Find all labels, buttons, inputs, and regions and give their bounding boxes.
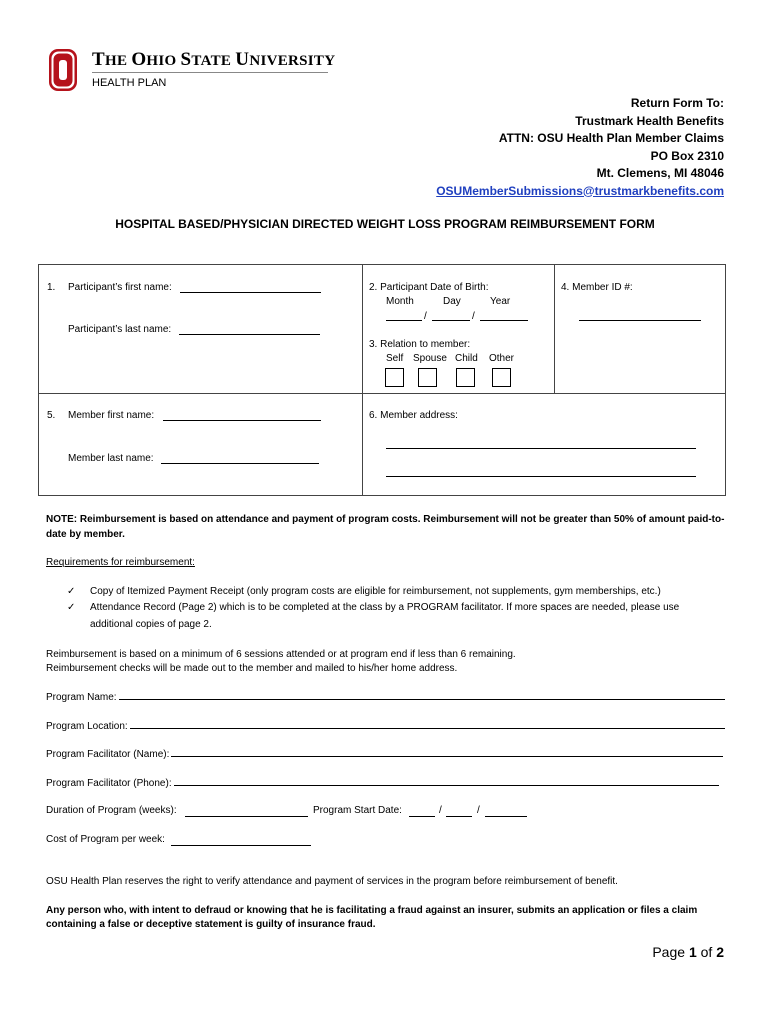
- participant-first-name-field[interactable]: [180, 283, 321, 293]
- check-icon: ✓: [67, 602, 76, 613]
- member-address-label: 6. Member address:: [369, 410, 458, 421]
- participant-info-box: 1. Participant’s first name: Participant’s last name: 2. Participant Date of Birth: Month Day Year / / 3. Relation to member: Self Spouse Child Other 4. Member ID #: 5. Member first name: Member last name: 6. Member address:: [38, 264, 726, 496]
- program-location-label: Program Location:: [46, 721, 128, 732]
- facilitator-phone-row: [46, 776, 719, 789]
- member-last-name-label: Member last name:: [68, 453, 154, 464]
- facilitator-name-label: Program Facilitator (Name):: [46, 749, 170, 760]
- return-line-1: Return Form To:: [630, 96, 724, 110]
- facilitator-name-field[interactable]: [171, 747, 723, 757]
- item-number-1: 1.: [47, 282, 56, 293]
- check-icon: ✓: [67, 586, 76, 597]
- page-number: Page 1 of 2: [652, 944, 724, 960]
- relation-child-label: Child: [455, 353, 478, 364]
- health-plan-label: HEALTH PLAN: [92, 77, 167, 89]
- relation-label: 3. Relation to member:: [369, 339, 471, 350]
- reimbursement-line-1: Reimbursement is based on a minimum of 6 sessions attended or at program end if less than 6 remaining.: [46, 649, 516, 660]
- return-line-3: ATTN: OSU Health Plan Member Claims: [498, 131, 724, 145]
- relation-self-checkbox[interactable]: [385, 368, 404, 387]
- dob-month-field[interactable]: [386, 311, 422, 321]
- dob-year-field[interactable]: [480, 311, 528, 321]
- member-address-line-2[interactable]: [386, 467, 696, 477]
- start-date-day-field[interactable]: [446, 807, 472, 817]
- cost-field[interactable]: [171, 836, 311, 846]
- dob-label: 2. Participant Date of Birth:: [369, 282, 489, 293]
- dob-year-label: Year: [490, 296, 511, 307]
- note-line-2: date by member.: [46, 529, 125, 540]
- start-date-label: Program Start Date:: [313, 805, 402, 816]
- return-line-5: Mt. Clemens, MI 48046: [596, 166, 724, 180]
- fraud-warning-line-1: Any person who, with intent to defraud or knowing that he is facilitating a fraud against an insurer, submits an application or files a claim: [46, 905, 698, 916]
- member-first-name-label: Member first name:: [68, 410, 155, 421]
- member-first-name-field[interactable]: [163, 411, 321, 421]
- participant-last-name-label: Participant’s last name:: [68, 324, 172, 335]
- program-name-label: Program Name:: [46, 692, 117, 703]
- requirement-1: Copy of Itemized Payment Receipt (only program costs are eligible for reimbursement, not supplements, gym memberships, etc.): [90, 586, 661, 597]
- note-line-1: NOTE: Reimbursement is based on attendance and payment of program costs. Reimbursement will not be greater than 50% of amount paid-to-: [46, 514, 725, 525]
- program-location-row: [46, 719, 725, 732]
- reimbursement-line-2: Reimbursement checks will be made out to the member and mailed to his/her home address.: [46, 663, 458, 674]
- facilitator-phone-label: Program Facilitator (Phone):: [46, 778, 172, 789]
- return-email-link[interactable]: OSUMemberSubmissions@trustmarkbenefits.com: [436, 183, 724, 198]
- start-date-year-field[interactable]: [485, 807, 527, 817]
- member-last-name-field[interactable]: [161, 454, 319, 464]
- return-line-2: Trustmark Health Benefits: [575, 113, 724, 128]
- relation-self-label: Self: [386, 353, 404, 364]
- relation-other-checkbox[interactable]: [492, 368, 511, 387]
- participant-last-name-field[interactable]: [179, 325, 320, 335]
- return-address: [436, 95, 724, 200]
- duration-label: Duration of Program (weeks):: [46, 805, 177, 816]
- relation-other-label: Other: [489, 353, 515, 364]
- program-name-row: [46, 690, 725, 703]
- requirements-heading: Requirements for reimbursement:: [46, 557, 195, 568]
- osu-block-o-logo: [48, 48, 78, 92]
- program-location-field[interactable]: [130, 719, 725, 729]
- return-line-4: PO Box 2310: [650, 148, 724, 163]
- start-date-month-field[interactable]: [409, 807, 435, 817]
- program-name-field[interactable]: [119, 690, 725, 700]
- facilitator-name-row: [46, 747, 723, 760]
- fraud-warning-line-2: containing a false or deceptive statement is guilty of insurance fraud.: [46, 919, 376, 930]
- relation-child-checkbox[interactable]: [456, 368, 475, 387]
- logo-divider: [92, 72, 328, 73]
- verify-statement: OSU Health Plan reserves the right to verify attendance and payment of services in the program before reimbursement of benefit.: [46, 876, 618, 887]
- relation-spouse-label: Spouse: [413, 353, 447, 364]
- member-address-line-1[interactable]: [386, 439, 696, 449]
- facilitator-phone-field[interactable]: [174, 776, 719, 786]
- requirement-2-line-1: Attendance Record (Page 2) which is to be completed at the class by a PROGRAM facilitator. If more spaces are needed, please use: [90, 602, 680, 613]
- requirement-2-line-2: additional copies of page 2.: [90, 619, 212, 630]
- dob-day-field[interactable]: [432, 311, 470, 321]
- form-title: HOSPITAL BASED/PHYSICIAN DIRECTED WEIGHT LOSS PROGRAM REIMBURSEMENT FORM: [115, 217, 655, 231]
- item-number-5: 5.: [47, 410, 56, 421]
- relation-spouse-checkbox[interactable]: [418, 368, 437, 387]
- dob-month-label: Month: [386, 296, 414, 307]
- university-name: THE OHIO STATE UNIVERSITY: [92, 49, 336, 70]
- participant-first-name-label: Participant’s first name:: [68, 282, 172, 293]
- cost-label: Cost of Program per week:: [46, 834, 165, 845]
- member-id-field[interactable]: [579, 311, 701, 321]
- member-id-label: 4. Member ID #:: [561, 282, 633, 293]
- duration-field[interactable]: [185, 807, 308, 817]
- dob-day-label: Day: [443, 296, 461, 307]
